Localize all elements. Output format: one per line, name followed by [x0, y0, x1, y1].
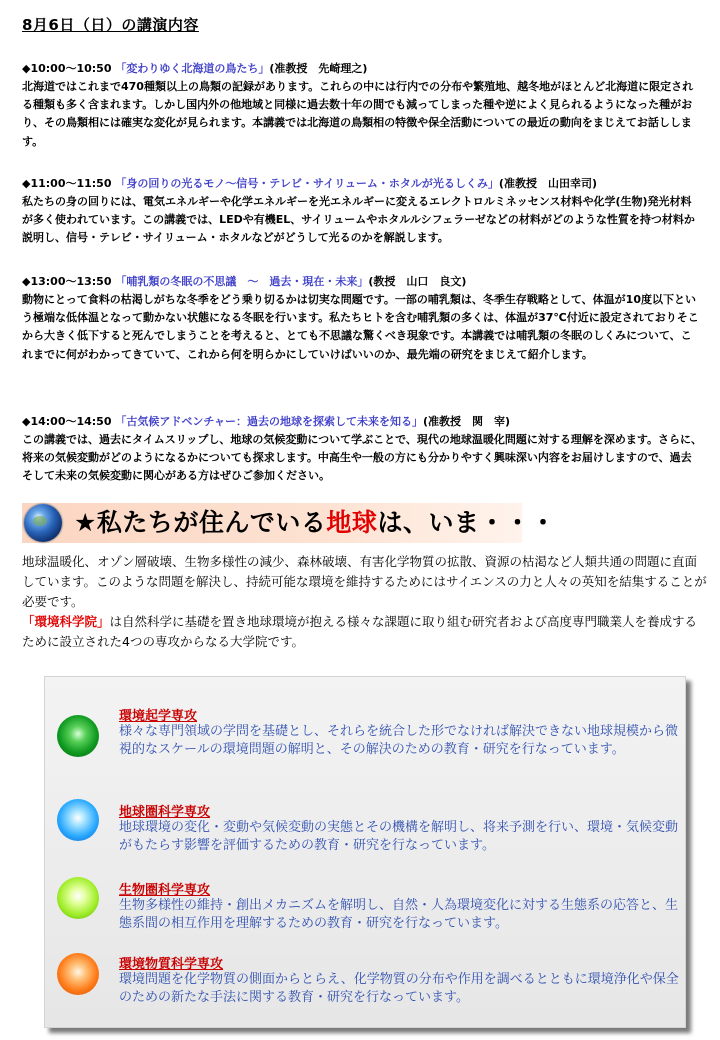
lime-sphere-icon — [57, 877, 99, 919]
orange-sphere-icon — [57, 953, 99, 995]
earth-heading-before: ★私たちが住んでいる — [74, 508, 327, 537]
major-description: 様々な専門領域の学問を基礎とし、それらを統合した形でなければ解決できない地球規模から微視的なスケールの環境問題の解明と、その解決のための教育・研究を行なっています。 — [119, 724, 679, 757]
intro-text — [22, 552, 708, 652]
green-sphere-icon — [57, 715, 99, 757]
lecture-title: 「身の回りの光るモノ～信号・テレビ・サイリューム・ホタルが光るしくみ」 — [115, 177, 499, 190]
intro-paragraph-1: 地球温暖化、オゾン層破壊、生物多様性の減少、森林破壊、有害化学物質の拡散、資源の枯渇など人類共通の問題に直面しています。このような問題を解決し、持続可能な環境を維持するためにはサイエンスの力と人々の英知を結集することが必要です。 — [22, 554, 707, 609]
lecture-1 — [22, 61, 702, 151]
lecture-body: この講義では、過去にタイムスリップし、地球の気候変動について学ぶことで、現代の地球温暖化問題に対する理解を深めます。さらに、将来の気候変動がどのようになるかについても探求します。中高生や一般の方にも分かりやすく興味深い内容をお届けしますので、過去そして未来の気候変動に関心がある方はぜひご参加ください。 — [22, 433, 703, 483]
lecture-time: ◆14:00～14:50 — [22, 415, 112, 428]
lecture-3 — [22, 274, 702, 364]
earth-heading-highlight: 地球 — [326, 508, 378, 537]
lecture-time: ◆11:00～11:50 — [22, 177, 112, 190]
lecture-header — [22, 176, 702, 192]
lecture-body: 動物にとって食料の枯渇しがちな冬季をどう乗り切るかは切実な問題です。一部の哺乳類は、冬季生存戦略として、体温が10度以下という極端な低体温となって動かない状態になる冬眠を行います。私たちヒトを含む哺乳類の多くは、体温が37℃付近に設定されておりそこから大きく低下すると死んでしまうことを考えると、とても不思議な驚くべき現象です。本講義では哺乳類の冬眠のしくみについて、これまでに何がわかってきていて、これから何を明らかにしていけばいいのか、最先端の研究をまじえて紹介します。 — [22, 293, 699, 361]
lecture-title: 「変わりゆく北海道の鳥たち」 — [115, 62, 270, 75]
major-description: 生物多様性の維持・創出メカニズムを解明し、自然・人為環境変化に対する生態系の応答と、生態系間の相互作用を理解するための教育・研究を行なっています。 — [119, 898, 679, 931]
major-description: 地球環境の変化・変動や気候変動の実態とその機構を解明し、将来予測を行い、環境・気候変動がもたらす影響を評価するための教育・研究を行なっています。 — [119, 820, 679, 853]
page-title: 8月6日（日）の講演内容 — [22, 16, 199, 34]
major-name: 環境起学専攻 — [119, 709, 198, 724]
lecture-time: ◆10:00～10:50 — [22, 62, 112, 75]
lecture-header — [22, 274, 702, 290]
earth-heading — [74, 506, 556, 540]
lecture-body: 私たちの身の回りには、電気エネルギーや化学エネルギーを光エネルギーに変えるエレクトロルミネッセンス材料や化学(生物)発光材料が多く使われています。この講義では、LEDや有機EL、サイリュームやホタルルシフェラーゼなどの材料がどのような性質を持つ材料か説明し、信号・テレビ・サイリューム・ホタルなどがどうして光るのかを解説します。 — [22, 195, 695, 245]
major-name: 地球圏科学専攻 — [119, 805, 211, 820]
major-description: 環境問題を化学物質の側面からとらえ、化学物質の分布や作用を調べるとともに環境浄化や保全のための新たな手法に関する教育・研究を行なっています。 — [119, 972, 679, 1005]
intro-paragraph-2 — [22, 612, 708, 652]
major-name: 生物圏科学専攻 — [119, 883, 211, 898]
majors-box — [44, 676, 686, 1028]
earth-banner — [22, 503, 556, 543]
school-name: 「環境科学院」 — [22, 614, 110, 629]
lecture-speaker: (准教授 関 宰) — [423, 415, 511, 428]
lecture-time: ◆13:00～13:50 — [22, 275, 112, 288]
lecture-2 — [22, 176, 702, 248]
blue-sphere-icon — [57, 799, 99, 841]
earth-heading-after: は、いま・・・ — [377, 508, 556, 537]
lecture-body: 北海道ではこれまで470種類以上の鳥類の記録があります。これらの中には行内での分布や繁殖地、越冬地がほとんど北海道に限定される種類も多く含まれます。しかし国内外の他地域と同様に過去数十年の間でも減ってしまった種や逆によく見られるようになった種がおり、その鳥類相には確実な変化が見られます。本講義では北海道の鳥類相の特徴や保全活動についての最近の動向をまじえてお話しします。 — [22, 80, 694, 148]
lecture-title: 「哺乳類の冬眠の不思議 ～ 過去・現在・未来」 — [115, 275, 369, 288]
lecture-speaker: (准教授 先崎理之) — [269, 62, 368, 75]
lecture-speaker: (教授 山口 良文) — [368, 275, 467, 288]
lecture-header — [22, 61, 702, 77]
intro-paragraph-2-rest: は自然科学に基礎を置き地球環境が抱える様々な課題に取り組む研究者および高度専門職業人を養成するために設立された4つの専攻からなる大学院です。 — [22, 614, 698, 649]
major-name: 環境物質科学専攻 — [119, 957, 224, 972]
earth-globe-icon — [24, 504, 62, 542]
lecture-header — [22, 414, 702, 430]
lecture-speaker: (准教授 山田幸司) — [498, 177, 597, 190]
lecture-title: 「古気候アドベンチャー：過去の地球を探索して未来を知る」 — [115, 415, 424, 428]
lecture-4 — [22, 414, 702, 486]
